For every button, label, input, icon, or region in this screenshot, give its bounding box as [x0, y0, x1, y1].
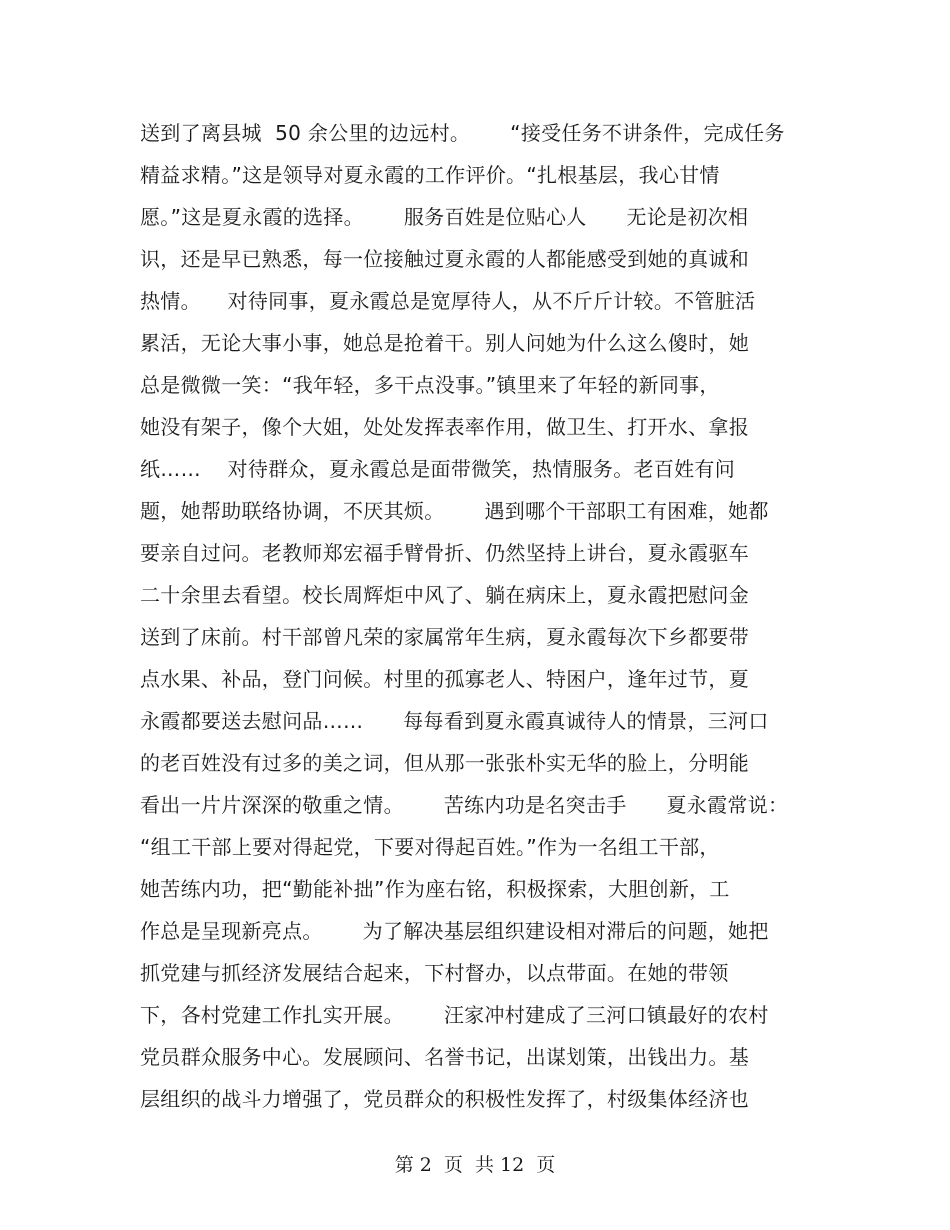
text-line: 作总是呈现新亮点。 为了解决基层组织建设相对滞后的问题，她把: [140, 919, 769, 943]
text-line: 要亲自过问。老教师郑宏福手臂骨折、仍然坚持上讲台，夏永霞驱车: [140, 541, 749, 565]
text-line: 抓党建与抓经济发展结合起来，下村督办，以点带面。在她的带领: [140, 961, 729, 985]
text-line: 累活，无论大事小事，她总是抢着干。别人问她为什么这么傻时，她: [140, 331, 749, 355]
text-line: 愿。”这是夏永霞的选择。 服务百姓是位贴心人 无论是初次相: [140, 205, 749, 229]
text-line: 送到了离县城 50 余公里的边远村。 “接受任务不讲条件，完成任务: [140, 121, 785, 145]
text-line: 看出一片片深深的敬重之情。 苦练内功是名突击手 夏永霞常说：: [140, 793, 789, 817]
text-line: 热情。 对待同事，夏永霞总是宽厚待人，从不斤斤计较。不管脏活: [140, 289, 756, 313]
text-line: 下，各村党建工作扎实开展。 汪家冲村建成了三河口镇最好的农村: [140, 1003, 769, 1027]
text-line: 纸…… 对待群众，夏永霞总是面带微笑，热情服务。老百姓有问: [140, 457, 736, 481]
text-line: 识，还是早已熟悉，每一位接触过夏永霞的人都能感受到她的真诚和: [140, 247, 749, 271]
text-line: “组工干部上要对得起党，下要对得起百姓。”作为一名组工干部，: [140, 835, 720, 859]
text-line: 层组织的战斗力增强了，党员群众的积极性发挥了，村级集体经济也: [140, 1087, 749, 1111]
text-line: 总是微微一笑：“我年轻，多干点没事。”镇里来了年轻的新同事，: [140, 373, 720, 397]
text-line: 精益求精。”这是领导对夏永霞的工作评价。“扎根基层，我心甘情: [140, 163, 720, 187]
text-line: 二十余里去看望。校长周辉炬中风了、躺在病床上，夏永霞把慰问金: [140, 583, 749, 607]
text-line: 她没有架子，像个大姐，处处发挥表率作用，做卫生、打开水、拿报: [140, 415, 749, 439]
text-line: 她苦练内功，把“勤能补拙”作为座右铭，积极探索，大胆创新，工: [140, 877, 730, 901]
text-line: 永霞都要送去慰问品…… 每每看到夏永霞真诚待人的情景，三河口: [140, 709, 769, 733]
text-line: 送到了床前。村干部曾凡荣的家属常年生病，夏永霞每次下乡都要带: [140, 625, 749, 649]
text-line: 党员群众服务中心。发展顾问、名誉书记，出谋划策，出钱出力。基: [140, 1045, 749, 1069]
text-line: 的老百姓没有过多的美之词，但从那一张张朴实无华的脸上，分明能: [140, 751, 749, 775]
body-text: [140, 112, 800, 1120]
page-number-footer: 第 2 页 共 12 页: [394, 1154, 556, 1176]
text-line: 点水果、补品，登门问候。村里的孤寡老人、特困户，逢年过节，夏: [140, 667, 749, 691]
text-line: 题，她帮助联络协调，不厌其烦。 遇到哪个干部职工有困难，她都: [140, 499, 769, 523]
